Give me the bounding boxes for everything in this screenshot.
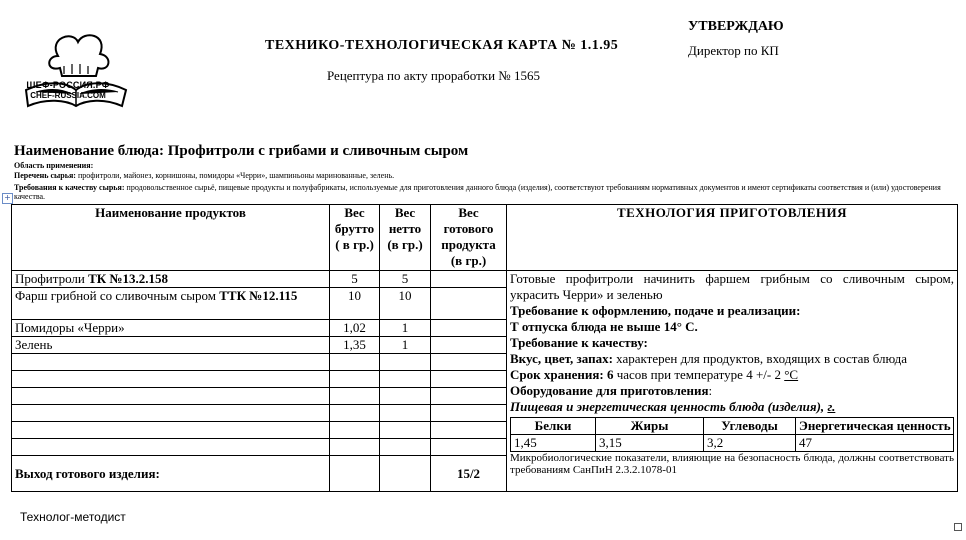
product-row-4: Зелень: [12, 337, 330, 354]
net-2: 10: [380, 288, 431, 320]
equipment-line: Оборудование для приготовления:: [510, 383, 713, 398]
logo-text-ru: ШЕФ-РОССИЯ.РФ: [26, 80, 110, 90]
header-gross: Вес брутто ( в гр.): [330, 205, 380, 271]
quality-label: Требования к качеству сырья:: [14, 183, 125, 192]
product-row-1: Профитроли ТК №13.2.158: [12, 271, 330, 288]
header-technology: ТЕХНОЛОГИЯ ПРИГОТОВЛЕНИЯ: [507, 205, 958, 271]
storage-line: Срок хранения: 6 часов при температуре 4 +/- 2 °С: [510, 367, 799, 382]
scope-label: Область применения:: [14, 161, 94, 170]
quality-text: продовольственное сырьё, пищевые продукты и полуфабрикаты, используемые для приготовления данного блюда (изделия), соответствуют требованиям нормативных документов и имеют сертификаты соответствия и (или) удостоверения качества.: [14, 183, 941, 201]
nutrition-title: Пищевая и энергетическая ценность блюда (изделия), г.: [510, 399, 836, 414]
empty-row: [12, 354, 330, 371]
raw-line: [14, 171, 954, 180]
director-label: Директор по КП: [688, 43, 779, 58]
logo-text-en: CHEF-RUSSIA.COM: [30, 91, 106, 100]
empty-row: [12, 422, 330, 439]
nutr-energy: 47: [796, 435, 954, 452]
nutr-head-carb: Углеводы: [704, 418, 796, 435]
micro-requirements: Микробиологические показатели, влияющие на безопасность блюда, должны соответствовать требованиям СанПиН 2.3.2.1078-01: [510, 452, 954, 476]
header-product: Наименование продуктов: [12, 205, 330, 271]
tech-card-table: [11, 204, 958, 492]
dish-title: рофитроли с грибами и сливочным сыром: [179, 143, 469, 159]
output-value: 15/2: [431, 456, 507, 492]
net-4: 1: [380, 337, 431, 354]
dish-label: Наименование блюда: П: [14, 143, 180, 159]
empty-row: [12, 405, 330, 422]
product-row-2: Фарш грибной со сливочным сыром ТТК №12.115: [12, 288, 330, 320]
raw-text: профитроли, майонез, корнишоны, помидоры «Черри», шампиньоны маринованные, зелень.: [75, 171, 395, 180]
nutr-head-energy: Энергетическая ценность: [796, 418, 954, 435]
nutrition-table: [510, 417, 954, 452]
empty-row: [12, 388, 330, 405]
scope-line: [14, 161, 954, 170]
gross-1: 5: [330, 271, 380, 288]
table-move-handle-icon[interactable]: +: [2, 193, 13, 204]
approve-label: УТВЕРЖДАЮ: [688, 19, 784, 34]
nutr-fat: 3,15: [596, 435, 704, 452]
technology-cell: [507, 271, 958, 492]
document-title: ТЕХНИКО-ТЕХНОЛОГИЧЕСКАЯ КАРТА № 1.1.95: [265, 38, 619, 53]
empty-row: [12, 371, 330, 388]
nutr-head-protein: Белки: [511, 418, 596, 435]
empty-row: [12, 439, 330, 456]
chef-russia-logo: [18, 28, 133, 130]
taste-line: Вкус, цвет, запах: характерен для продуктов, входящих в состав блюда: [510, 351, 907, 366]
gross-4: 1,35: [330, 337, 380, 354]
technologist-signature: Технолог-методист: [20, 510, 126, 524]
tech-instructions: Готовые профитроли начинить фаршем грибным со сливочным сыром, украсить Черри» и зеленью: [510, 271, 954, 302]
header-net: Вес нетто (в гр.): [380, 205, 431, 271]
nutr-carb: 3,2: [704, 435, 796, 452]
product-row-3: Помидоры «Черри»: [12, 320, 330, 337]
nutr-head-fat: Жиры: [596, 418, 704, 435]
dish-name: [14, 143, 468, 160]
req-serving: Требование к оформлению, подаче и реализации:: [510, 303, 801, 318]
net-1: 5: [380, 271, 431, 288]
recipe-subtitle: Рецептура по акту проработки № 1565: [327, 68, 540, 83]
req-quality: Требование к качеству:: [510, 335, 648, 350]
gross-3: 1,02: [330, 320, 380, 337]
header-ready: Вес готового продукта (в гр.): [431, 205, 507, 271]
table-resize-handle-icon[interactable]: [954, 523, 962, 531]
net-3: 1: [380, 320, 431, 337]
raw-label: Перечень сырья:: [14, 171, 76, 180]
serving-temp: Т отпуска блюда не выше 14° С.: [510, 319, 698, 334]
output-label: Выход готового изделия:: [12, 456, 330, 492]
quality-line: [14, 183, 954, 201]
gross-2: 10: [330, 288, 380, 320]
nutr-protein: 1,45: [511, 435, 596, 452]
